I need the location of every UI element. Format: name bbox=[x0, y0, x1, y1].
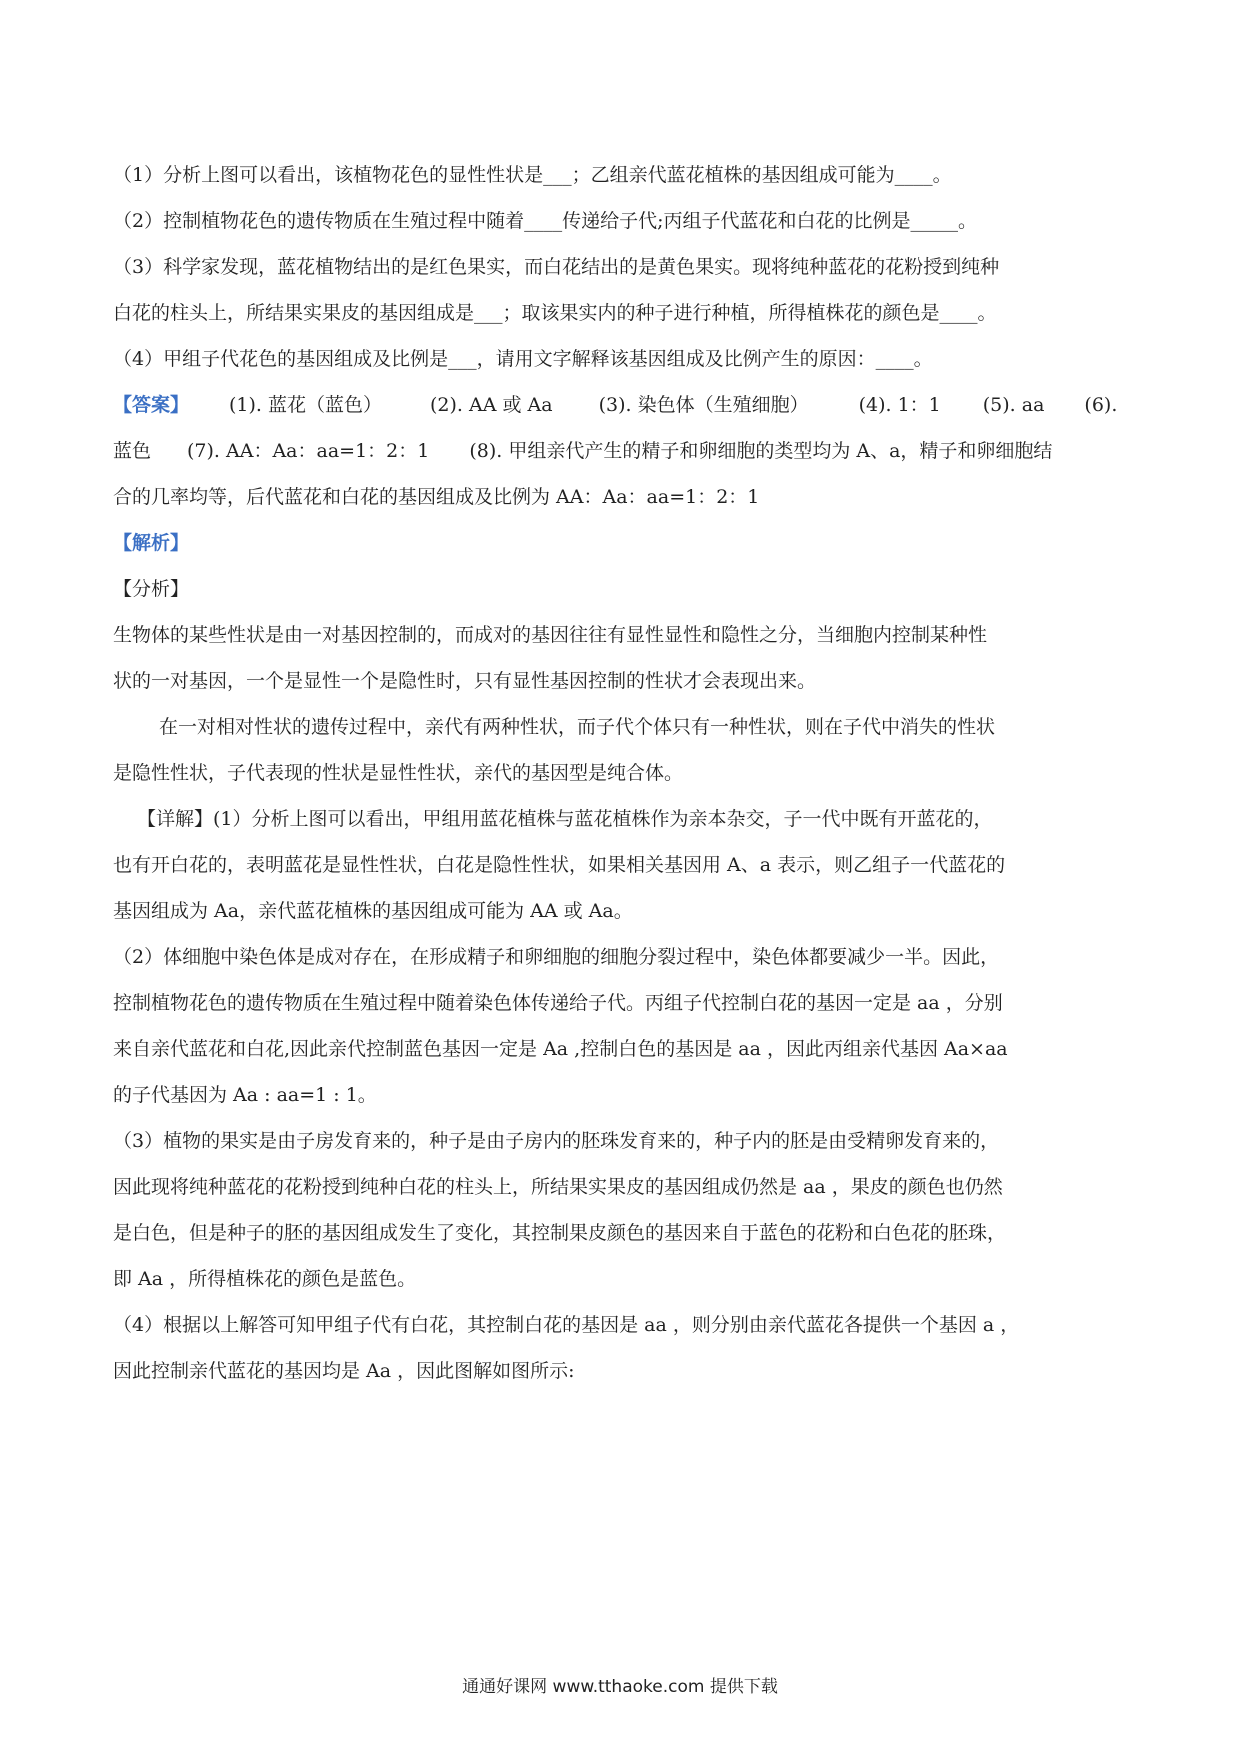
detail-line: 因此现将纯种蓝花的花粉授到纯种白花的柱头上，所结果实果皮的基因组成仍然是 aa ，果皮的颜色也仍然 bbox=[113, 1176, 1003, 1198]
detail-line: （4）根据以上解答可知甲组子代有白花，其控制白花的基因是 aa ，则分别由亲代蓝花各提供一个基因 a ， bbox=[113, 1314, 1020, 1336]
detail-line: 基因组成为 Aa，亲代蓝花植株的基因组成可能为 AA 或 Aa。 bbox=[113, 900, 633, 922]
detail-line: 也有开白花的，表明蓝花是显性性状，白花是隐性性状，如果相关基因用 A、a 表示，则乙组子一代蓝花的 bbox=[113, 854, 1006, 876]
detail-line: （3）植物的果实是由子房发育来的，种子是由子房内的胚珠发育来的，种子内的胚是由受精卵发育来的， bbox=[113, 1130, 1000, 1152]
answer-tag: 【答案】 bbox=[113, 394, 190, 416]
question-4: （4）甲组子代花色的基因组成及比例是___，请用文字解释该基因组成及比例产生的原因：____。 bbox=[113, 348, 933, 370]
detail-line: 是白色，但是种子的胚的基因组成发生了变化，其控制果皮颜色的基因来自于蓝色的花粉和白色花的胚珠， bbox=[113, 1222, 1007, 1244]
answer-item-4: (4). 1：1 bbox=[858, 394, 941, 416]
analysis-tag: 【解析】 bbox=[113, 532, 190, 554]
detail-tag: 【详解】 bbox=[137, 808, 214, 830]
answer-item-6: (6). bbox=[1084, 394, 1118, 416]
question-2: （2）控制植物花色的遗传物质在生殖过程中随着____传递给子代;丙组子代蓝花和白花的比例是_____。 bbox=[113, 210, 977, 232]
page-footer: 通通好课网 www.tthaoke.com 提供下载 bbox=[462, 1677, 778, 1697]
fenxi-line-1: 生物体的某些性状是由一对基因控制的，而成对的基因往往有显性显性和隐性之分，当细胞内控制某种性 bbox=[113, 624, 988, 646]
answer-item-6-value: 蓝色 bbox=[113, 440, 152, 462]
document-body bbox=[113, 152, 1133, 1394]
detail-first-line bbox=[113, 796, 1133, 842]
detail-line: 即 Aa ，所得植株花的颜色是蓝色。 bbox=[113, 1268, 417, 1290]
answer-line-3: 合的几率均等，后代蓝花和白花的基因组成及比例为 AA：Aa：aa=1：2：1 bbox=[113, 486, 760, 508]
answer-line-2 bbox=[113, 428, 1133, 474]
detail-line: 来自亲代蓝花和白花,因此亲代控制蓝色基因一定是 Aa ,控制白色的基因是 aa ，因此丙组亲代基因 Aa×aa bbox=[113, 1038, 1008, 1060]
detail-line: 控制植物花色的遗传物质在生殖过程中随着染色体传递给子代。丙组子代控制白花的基因一定是 aa ，分别 bbox=[113, 992, 1003, 1014]
question-1: （1）分析上图可以看出，该植物花色的显性性状是___；乙组亲代蓝花植株的基因组成可能为____。 bbox=[113, 164, 952, 186]
fenxi-para2-line-2: 是隐性性状，子代表现的性状是显性性状，亲代的基因型是纯合体。 bbox=[113, 762, 684, 784]
fenxi-tag: 【分析】 bbox=[113, 578, 190, 600]
detail-line: （2）体细胞中染色体是成对存在，在形成精子和卵细胞的细胞分裂过程中，染色体都要减少一半。因此， bbox=[113, 946, 1000, 968]
fenxi-para2-line-1: 在一对相对性状的遗传过程中，亲代有两种性状，而子代个体只有一种性状，则在子代中消失的性状 bbox=[159, 716, 996, 738]
detail-first-text: (1）分析上图可以看出，甲组用蓝花植株与蓝花植株作为亲本杂交，子一代中既有开蓝花的， bbox=[213, 808, 993, 830]
question-3-cont: 白花的柱头上，所结果实果皮的基因组成是___；取该果实内的种子进行种植，所得植株花的颜色是____。 bbox=[113, 302, 997, 324]
question-3: （3）科学家发现，蓝花植物结出的是红色果实，而白花结出的是黄色果实。现将纯种蓝花的花粉授到纯种 bbox=[113, 256, 1000, 278]
answer-item-3: (3). 染色体（生殖细胞） bbox=[598, 394, 809, 416]
answer-item-2: (2). AA 或 Aa bbox=[430, 394, 553, 416]
answer-item-7: (7). AA：Aa：aa=1：2：1 bbox=[187, 440, 430, 462]
fenxi-line-2: 状的一对基因，一个是显性一个是隐性时，只有显性基因控制的性状才会表现出来。 bbox=[113, 670, 817, 692]
detail-line: 的子代基因为 Aa : aa=1 : 1。 bbox=[113, 1084, 377, 1106]
answer-item-5: (5). aa bbox=[982, 394, 1045, 416]
detail-line: 因此控制亲代蓝花的基因均是 Aa ，因此图解如图所示: bbox=[113, 1360, 575, 1382]
answer-line-1 bbox=[113, 382, 1133, 428]
answer-item-1: (1). 蓝花（蓝色） bbox=[229, 394, 383, 416]
answer-item-8: (8). 甲组亲代产生的精子和卵细胞的类型均为 A、a，精子和卵细胞结 bbox=[469, 440, 1053, 462]
